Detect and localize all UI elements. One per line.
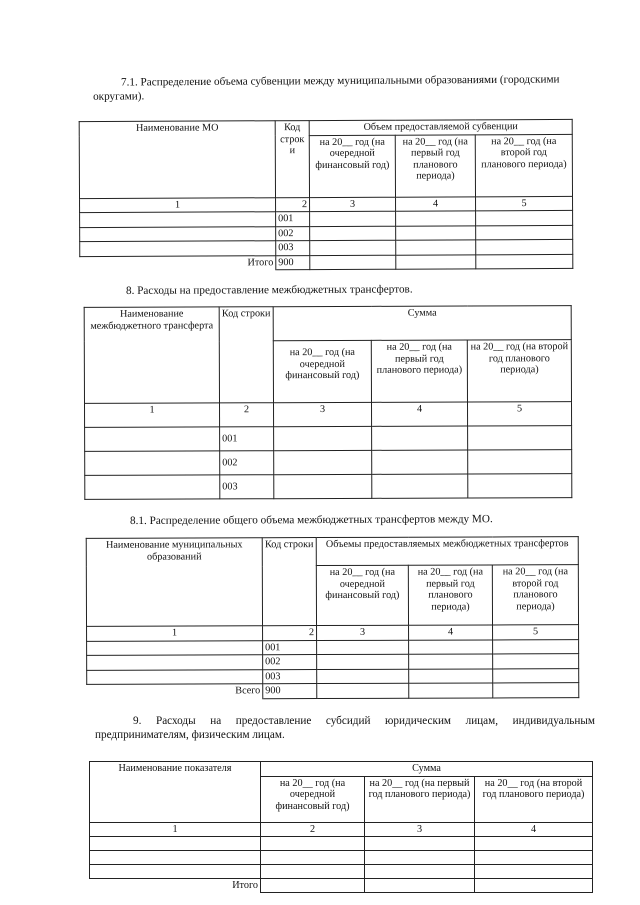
table-row xyxy=(85,474,572,500)
cell-value[interactable] xyxy=(372,426,468,450)
cell-value[interactable] xyxy=(409,683,493,698)
header-second-plan-year: на 20__ год (на второй год планового периода) xyxy=(492,565,578,625)
cell-value[interactable] xyxy=(365,879,475,893)
header-municipalities-name: Наименование муниципальных образований xyxy=(86,538,262,627)
column-number: 2 xyxy=(263,626,317,641)
cell-value[interactable] xyxy=(409,668,493,683)
header-first-plan-year: на 20__ год (на первый год планового периода) xyxy=(395,134,475,196)
cell-value[interactable] xyxy=(261,865,365,879)
subvention-distribution-table xyxy=(79,119,574,271)
cell-value[interactable] xyxy=(310,255,396,270)
row-code: 001 xyxy=(276,212,310,227)
section-7-1-heading: 7.1. Распределение объема субвенции между муниципальными образованиями (городскими округами). xyxy=(93,73,560,103)
header-subvention-volume: Объем предоставляемой субвенции xyxy=(309,119,572,135)
header-current-year: на 20__ год (на очередной финансовый год) xyxy=(316,565,408,625)
cell-value[interactable] xyxy=(468,426,572,450)
cell-value[interactable] xyxy=(317,669,409,684)
cell-value[interactable] xyxy=(409,639,493,654)
cell-mo-name[interactable] xyxy=(80,226,276,241)
column-number: 5 xyxy=(467,402,571,426)
cell-value[interactable] xyxy=(476,210,573,225)
cell-value[interactable] xyxy=(475,837,593,851)
cell-value[interactable] xyxy=(261,837,365,851)
cell-transfer-name[interactable] xyxy=(85,451,220,475)
header-indicator-name: Наименование показателя xyxy=(90,762,261,823)
column-number: 2 xyxy=(220,403,274,427)
header-row-code: Код строк и xyxy=(275,121,309,198)
column-number: 3 xyxy=(274,402,372,426)
cell-mo-name[interactable] xyxy=(80,241,276,256)
cell-value[interactable] xyxy=(365,865,475,879)
column-number: 2 xyxy=(276,197,310,212)
cell-value[interactable] xyxy=(317,683,409,698)
cell-value[interactable] xyxy=(396,240,476,255)
total-row xyxy=(80,254,573,271)
cell-indicator-name[interactable] xyxy=(90,865,261,879)
cell-mo-name[interactable] xyxy=(80,212,276,227)
cell-transfer-name[interactable] xyxy=(85,427,220,451)
total-row xyxy=(90,879,593,893)
row-code: 003 xyxy=(263,669,317,684)
header-first-plan-year: на 20__ год (на первый год планового периода) xyxy=(408,565,492,625)
header-current-year: на 20__ год (на очередной финансовый год) xyxy=(273,340,371,402)
cell-value[interactable] xyxy=(409,654,493,669)
column-number: 4 xyxy=(409,625,493,640)
cell-indicator-name[interactable] xyxy=(90,851,261,865)
header-first-plan-year: на 20__ год (на первый год планового периода) xyxy=(371,340,467,402)
cell-value[interactable] xyxy=(468,474,572,498)
cell-value[interactable] xyxy=(476,239,573,254)
section-9-heading: 9. Расходы на предоставление субсидий юридическим лицам, индивидуальным предпринимателям, физическим лицам. xyxy=(95,715,595,741)
cell-value[interactable] xyxy=(396,225,476,240)
row-code: 001 xyxy=(220,427,274,451)
subsidies-table xyxy=(89,761,593,893)
column-number: 5 xyxy=(476,196,573,211)
column-number: 1 xyxy=(80,197,276,212)
row-code: 001 xyxy=(263,640,317,655)
header-row-code: Код строки xyxy=(262,538,316,626)
header-second-plan-year: на 20__ год (на второй год планового периода) xyxy=(467,340,571,402)
column-number: 4 xyxy=(371,402,467,426)
cell-value[interactable] xyxy=(475,879,593,893)
column-number: 1 xyxy=(87,626,263,641)
cell-indicator-name[interactable] xyxy=(90,837,261,851)
cell-value[interactable] xyxy=(493,668,579,683)
table-row xyxy=(90,837,593,851)
interbudget-transfers-table xyxy=(84,305,573,500)
column-number: 1 xyxy=(90,822,261,837)
cell-value[interactable] xyxy=(468,450,572,474)
column-number: 4 xyxy=(475,822,593,837)
column-number: 3 xyxy=(365,822,475,837)
column-number: 5 xyxy=(493,625,579,640)
header-transfer-name: Наименование межбюджетного трансферта xyxy=(84,307,219,403)
cell-value[interactable] xyxy=(475,851,593,865)
cell-value[interactable] xyxy=(493,639,579,654)
cell-value[interactable] xyxy=(476,254,573,269)
column-number: 2 xyxy=(261,822,365,837)
cell-value[interactable] xyxy=(396,211,476,226)
total-label: Всего xyxy=(87,684,263,699)
column-number: 4 xyxy=(396,196,476,211)
row-code: 002 xyxy=(220,451,274,475)
header-transfers-volume: Объемы предоставляемых межбюджетных трансфертов xyxy=(316,537,578,566)
cell-value[interactable] xyxy=(493,654,579,669)
header-second-plan-year: на 20__ год (на второй год планового периода) xyxy=(475,134,572,196)
cell-value[interactable] xyxy=(310,226,396,241)
column-number: 3 xyxy=(310,197,396,212)
cell-value[interactable] xyxy=(310,211,396,226)
header-mo-name: Наименование МО xyxy=(79,121,275,198)
row-code: 003 xyxy=(276,241,310,256)
cell-value[interactable] xyxy=(396,254,476,269)
table-row xyxy=(85,426,572,452)
cell-municipality-name[interactable] xyxy=(87,640,263,655)
cell-municipality-name[interactable] xyxy=(87,669,263,684)
total-code: 900 xyxy=(276,255,310,270)
cell-value[interactable] xyxy=(365,851,475,865)
total-label: Итого xyxy=(80,255,276,270)
table-row xyxy=(85,450,572,476)
cell-value[interactable] xyxy=(475,865,593,879)
row-code: 002 xyxy=(263,655,317,670)
cell-value[interactable] xyxy=(274,474,372,498)
total-code: 900 xyxy=(263,684,317,699)
header-row-code: Код строки xyxy=(219,307,273,403)
section-8-heading: 8. Расходы на предоставление межбюджетных трансфертов. xyxy=(125,283,413,297)
cell-value[interactable] xyxy=(476,225,573,240)
row-code: 003 xyxy=(220,475,274,499)
table-row xyxy=(90,851,593,865)
column-number: 3 xyxy=(317,625,409,640)
cell-municipality-name[interactable] xyxy=(87,655,263,670)
header-sum: Сумма xyxy=(261,762,593,777)
column-number: 1 xyxy=(85,403,220,427)
total-row xyxy=(87,683,579,699)
cell-value[interactable] xyxy=(493,683,579,698)
column-number-row xyxy=(85,402,572,428)
table-row xyxy=(90,865,593,879)
cell-value[interactable] xyxy=(317,654,409,669)
cell-value[interactable] xyxy=(274,450,372,474)
header-current-year: на 20__ год (на очередной финансовый год) xyxy=(309,135,395,197)
total-label: Итого xyxy=(90,879,261,893)
header-second-plan-year: на 20__ год (на второй год планового периода) xyxy=(475,776,593,822)
cell-value[interactable] xyxy=(310,240,396,255)
cell-value[interactable] xyxy=(274,426,372,450)
header-sum: Сумма xyxy=(273,306,571,341)
transfers-distribution-table xyxy=(86,536,580,699)
column-number-row xyxy=(90,822,593,837)
row-code: 002 xyxy=(276,226,310,241)
header-current-year: на 20__ год (на очередной финансовый год) xyxy=(261,776,365,822)
cell-value[interactable] xyxy=(372,474,468,498)
cell-transfer-name[interactable] xyxy=(85,475,220,499)
header-first-plan-year: на 20__ год (на первый год планового периода) xyxy=(365,776,475,822)
cell-value[interactable] xyxy=(317,640,409,655)
cell-value[interactable] xyxy=(365,837,475,851)
cell-value[interactable] xyxy=(372,450,468,474)
cell-value[interactable] xyxy=(261,879,365,893)
cell-value[interactable] xyxy=(261,851,365,865)
section-8-1-heading: 8.1. Распределение общего объема межбюджетных трансфертов между МО. xyxy=(129,513,493,528)
